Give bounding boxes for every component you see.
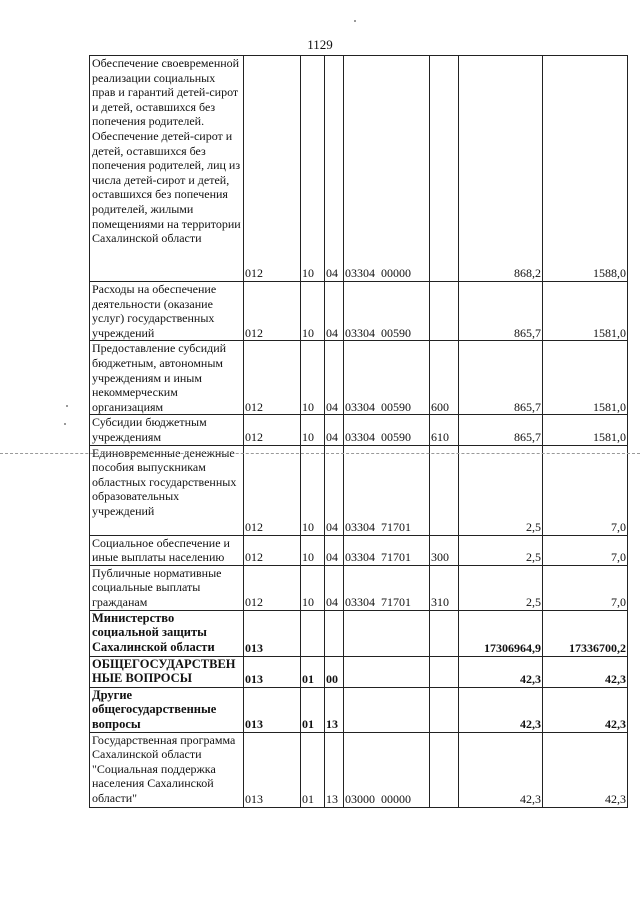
- cell-pr: 04: [325, 282, 344, 341]
- cell-ved: 013: [244, 656, 301, 687]
- table-body: [90, 56, 628, 808]
- cell-ved: 012: [244, 445, 301, 535]
- cell-cs: 03304 71701: [344, 565, 430, 610]
- cell-y2: 17336700,2: [543, 610, 628, 656]
- cell-ved: 012: [244, 341, 301, 415]
- cell-name: Другие общегосударственные вопросы: [90, 687, 244, 732]
- cell-pr: 04: [325, 415, 344, 445]
- cell-y1: 2,5: [459, 565, 543, 610]
- cell-vr: [430, 445, 459, 535]
- scan-speck: [66, 405, 68, 407]
- cell-vr: 600: [430, 341, 459, 415]
- cell-name: Государственная программа Сахалинской области "Социальная поддержка населения Сахалинской области": [90, 732, 244, 807]
- cell-pr: [325, 610, 344, 656]
- cell-cs: 03000 00000: [344, 732, 430, 807]
- cell-ved: 013: [244, 610, 301, 656]
- cell-y2: 7,0: [543, 535, 628, 565]
- cell-cs: 03304 71701: [344, 535, 430, 565]
- cell-pr: 04: [325, 565, 344, 610]
- cell-vr: 310: [430, 565, 459, 610]
- cell-rz: [301, 610, 325, 656]
- cell-ved: 012: [244, 535, 301, 565]
- cell-y2: 7,0: [543, 445, 628, 535]
- cell-ved: 013: [244, 687, 301, 732]
- cell-y2: 42,3: [543, 687, 628, 732]
- cell-rz: 01: [301, 732, 325, 807]
- cell-cs: 03304 00000: [344, 56, 430, 282]
- cell-y1: 42,3: [459, 687, 543, 732]
- cell-y2: 42,3: [543, 656, 628, 687]
- cell-vr: [430, 610, 459, 656]
- cell-y2: 7,0: [543, 565, 628, 610]
- cell-vr: [430, 282, 459, 341]
- table-row: [90, 282, 628, 341]
- cell-rz: 10: [301, 415, 325, 445]
- cell-name: Обеспечение своевременной реализации социальных прав и гарантий детей-сирот и детей, оставшихся без попечения родителей. Обеспечение детей-сирот и детей, оставшихся без попечения родителей, лиц из числа детей-сирот и детей, оставшихся без попечения родителей, жилыми помещениями на территории Сахалинской области: [90, 56, 244, 282]
- cell-pr: 04: [325, 445, 344, 535]
- cell-y2: 1581,0: [543, 415, 628, 445]
- table-row: [90, 445, 628, 535]
- table-row: [90, 687, 628, 732]
- page-number: 1129: [307, 37, 333, 52]
- cell-rz: 10: [301, 282, 325, 341]
- cell-cs: [344, 687, 430, 732]
- cell-ved: 012: [244, 282, 301, 341]
- cell-pr: 04: [325, 341, 344, 415]
- cell-name: Субсидии бюджетным учреждениям: [90, 415, 244, 445]
- cell-name: ОБЩЕГОСУДАРСТВЕН НЫЕ ВОПРОСЫ: [90, 656, 244, 687]
- cell-name: Публичные нормативные социальные выплаты гражданам: [90, 565, 244, 610]
- cell-vr: [430, 56, 459, 282]
- cell-rz: 01: [301, 656, 325, 687]
- cell-y1: 17306964,9: [459, 610, 543, 656]
- cell-rz: 10: [301, 535, 325, 565]
- cell-y1: 2,5: [459, 535, 543, 565]
- table-row: [90, 565, 628, 610]
- cell-y1: 868,2: [459, 56, 543, 282]
- cell-cs: 03304 71701: [344, 445, 430, 535]
- cell-name: Министерство социальной защиты Сахалинской области: [90, 610, 244, 656]
- cell-pr: 13: [325, 687, 344, 732]
- table-row: [90, 732, 628, 807]
- cell-pr: 04: [325, 56, 344, 282]
- table-row: [90, 341, 628, 415]
- cell-cs: 03304 00590: [344, 282, 430, 341]
- cell-cs: 03304 00590: [344, 415, 430, 445]
- scan-speck: [64, 423, 66, 425]
- cell-y1: 42,3: [459, 656, 543, 687]
- cell-pr: 04: [325, 535, 344, 565]
- cell-ved: 012: [244, 415, 301, 445]
- cell-name: Единовременные денежные пособия выпускникам областных государственных образовательных учреждений: [90, 445, 244, 535]
- cell-y2: 42,3: [543, 732, 628, 807]
- cell-cs: [344, 656, 430, 687]
- cell-rz: 10: [301, 445, 325, 535]
- cell-vr: 300: [430, 535, 459, 565]
- table-row: [90, 535, 628, 565]
- cell-cs: [344, 610, 430, 656]
- cell-ved: 013: [244, 732, 301, 807]
- budget-table: [89, 55, 628, 808]
- cell-ved: 012: [244, 565, 301, 610]
- cell-y2: 1588,0: [543, 56, 628, 282]
- cell-cs: 03304 00590: [344, 341, 430, 415]
- cell-vr: [430, 687, 459, 732]
- cell-rz: 10: [301, 341, 325, 415]
- cell-rz: 10: [301, 565, 325, 610]
- cell-rz: 10: [301, 56, 325, 282]
- cell-ved: 012: [244, 56, 301, 282]
- table-row: [90, 415, 628, 445]
- scan-speck: [354, 20, 356, 22]
- cell-vr: 610: [430, 415, 459, 445]
- scan-artifact-line: [0, 453, 640, 454]
- table-row: [90, 56, 628, 282]
- table-row: [90, 656, 628, 687]
- cell-y1: 865,7: [459, 282, 543, 341]
- cell-pr: 00: [325, 656, 344, 687]
- cell-y2: 1581,0: [543, 282, 628, 341]
- cell-y1: 2,5: [459, 445, 543, 535]
- cell-pr: 13: [325, 732, 344, 807]
- cell-rz: 01: [301, 687, 325, 732]
- cell-y2: 1581,0: [543, 341, 628, 415]
- cell-name: Предоставление субсидий бюджетным, автономным учреждениям и иным некоммерческим организациям: [90, 341, 244, 415]
- cell-vr: [430, 656, 459, 687]
- cell-y1: 865,7: [459, 341, 543, 415]
- cell-name: Социальное обеспечение и иные выплаты населению: [90, 535, 244, 565]
- cell-y1: 42,3: [459, 732, 543, 807]
- cell-name: Расходы на обеспечение деятельности (оказание услуг) государственных учреждений: [90, 282, 244, 341]
- cell-y1: 865,7: [459, 415, 543, 445]
- cell-vr: [430, 732, 459, 807]
- table-row: [90, 610, 628, 656]
